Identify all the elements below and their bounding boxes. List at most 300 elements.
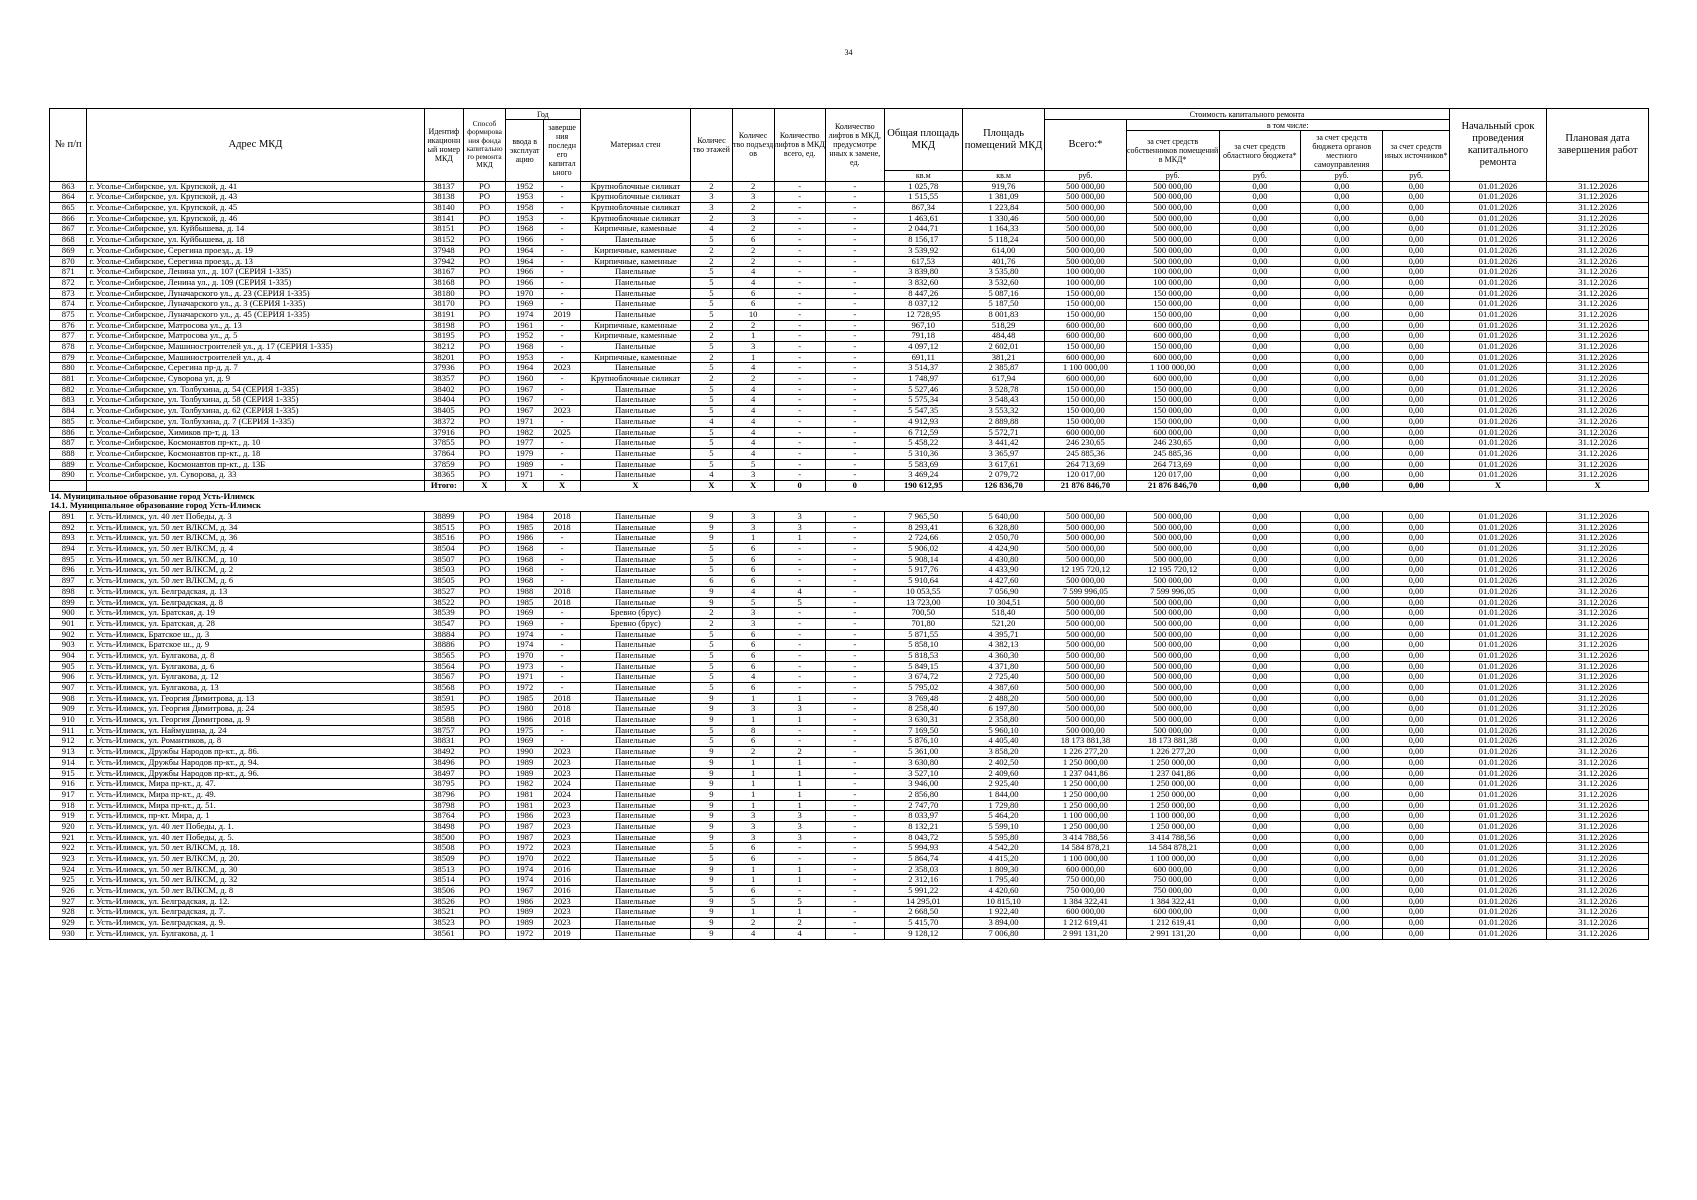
table-cell: 150 000,00 (1126, 406, 1219, 417)
table-cell: 9 (691, 512, 733, 523)
table-cell: 2023 (544, 832, 580, 843)
table-cell: - (774, 406, 825, 417)
table-cell: 500 000,00 (1045, 597, 1126, 608)
table-cell: 3 414 788,56 (1045, 832, 1126, 843)
table-cell: г. Усть-Илимск, Мира пр-кт., д. 49. (87, 789, 424, 800)
table-cell: 500 000,00 (1126, 192, 1219, 203)
table-cell: - (825, 725, 884, 736)
table-cell: 6 (732, 640, 774, 651)
table-cell: РО (464, 661, 506, 672)
header-method: Способ формирова ния фонда капитально го ремонта МКД (464, 109, 506, 182)
table-cell: - (774, 342, 825, 353)
table-cell: 0,00 (1219, 299, 1300, 310)
table-cell: 5 (691, 235, 733, 246)
table-cell: 1974 (505, 629, 544, 640)
table-cell: РО (464, 608, 506, 619)
table-cell: 01.01.2026 (1449, 406, 1546, 417)
table-cell: 38138 (424, 192, 464, 203)
table-cell: 8 293,41 (884, 522, 962, 533)
table-cell: 38567 (424, 672, 464, 683)
table-cell: 0,00 (1301, 320, 1383, 331)
table-cell: 500 000,00 (1126, 725, 1219, 736)
table-cell: - (825, 650, 884, 661)
table-cell: 0,00 (1383, 544, 1449, 555)
table-cell: 8 033,97 (884, 811, 962, 822)
table-cell: 0,00 (1219, 288, 1300, 299)
table-cell: 0,00 (1301, 299, 1383, 310)
table-cell: 10 815,10 (962, 896, 1044, 907)
table-cell: 1 250 000,00 (1045, 789, 1126, 800)
table-cell: 5 310,36 (884, 448, 962, 459)
table-cell: 0,00 (1301, 416, 1383, 427)
table-cell: - (544, 736, 580, 747)
table-cell: 01.01.2026 (1449, 533, 1546, 544)
table-cell: 500 000,00 (1045, 522, 1126, 533)
table-cell: 264 713,69 (1126, 459, 1219, 470)
table-cell: 5 917,76 (884, 565, 962, 576)
table-row (50, 715, 1649, 726)
table-cell: 2023 (544, 800, 580, 811)
table-cell: 3 365,97 (962, 448, 1044, 459)
table-cell: 31.12.2026 (1547, 309, 1649, 320)
table-cell: 701,80 (884, 618, 962, 629)
table-cell: 0,00 (1219, 331, 1300, 342)
table-cell: 0,00 (1301, 896, 1383, 907)
table-cell: 2024 (544, 789, 580, 800)
table-cell: 2 (691, 245, 733, 256)
table-cell: Панельные (580, 267, 690, 278)
table-cell: 2023 (544, 907, 580, 918)
table-cell: 1974 (505, 864, 544, 875)
table-cell: РО (464, 864, 506, 875)
table-cell: - (774, 683, 825, 694)
table-cell: 500 000,00 (1126, 704, 1219, 715)
table-cell: 01.01.2026 (1449, 896, 1546, 907)
header-floors: Количес тво этажей (691, 109, 733, 182)
total-cell: Х (505, 480, 544, 491)
table-cell: 0,00 (1219, 650, 1300, 661)
table-cell: 31.12.2026 (1547, 821, 1649, 832)
table-cell: 31.12.2026 (1547, 363, 1649, 374)
table-cell: 0,00 (1383, 854, 1449, 865)
table-cell: 5 087,16 (962, 288, 1044, 299)
table-cell: 9 (691, 768, 733, 779)
table-cell: - (825, 811, 884, 822)
table-cell: 3 (732, 618, 774, 629)
table-cell: 600 000,00 (1126, 352, 1219, 363)
table-cell: 617,53 (884, 256, 962, 267)
table-cell: 6 (732, 565, 774, 576)
table-cell: 0,00 (1383, 384, 1449, 395)
table-cell: - (825, 320, 884, 331)
table-cell: 4 (732, 406, 774, 417)
table-cell: 1989 (505, 757, 544, 768)
table-cell: 2023 (544, 843, 580, 854)
table-cell: 6 (732, 736, 774, 747)
table-cell: 1979 (505, 448, 544, 459)
table-cell: 38523 (424, 918, 464, 929)
table-cell: 0,00 (1219, 533, 1300, 544)
table-cell: 876 (50, 320, 87, 331)
table-cell: 1967 (505, 406, 544, 417)
table-cell: 881 (50, 374, 87, 385)
table-cell: 4 371,80 (962, 661, 1044, 672)
table-cell: 2023 (544, 406, 580, 417)
table-cell: 9 (691, 747, 733, 758)
table-cell: 246 230,65 (1126, 438, 1219, 449)
table-cell: 5 (774, 597, 825, 608)
table-cell: 1 (732, 715, 774, 726)
table-cell: 1 100 000,00 (1045, 811, 1126, 822)
table-cell: 1 025,78 (884, 181, 962, 192)
table-cell: 1967 (505, 395, 544, 406)
table-cell: 38521 (424, 907, 464, 918)
table-cell: 01.01.2026 (1449, 544, 1546, 555)
table-cell: 500 000,00 (1045, 245, 1126, 256)
table-cell: 38141 (424, 213, 464, 224)
table-cell: 0,00 (1219, 181, 1300, 192)
table-cell: 1 463,61 (884, 213, 962, 224)
table-cell: 500 000,00 (1045, 725, 1126, 736)
page-number: 34 (844, 48, 853, 57)
table-cell: 1 250 000,00 (1045, 821, 1126, 832)
table-cell: - (774, 618, 825, 629)
table-cell: 1953 (505, 192, 544, 203)
table-cell: - (774, 374, 825, 385)
table-cell: Панельные (580, 544, 690, 555)
table-cell: РО (464, 683, 506, 694)
table-cell: 01.01.2026 (1449, 907, 1546, 918)
table-cell: 5 (691, 725, 733, 736)
table-cell: 2 (732, 747, 774, 758)
table-cell: 600 000,00 (1045, 374, 1126, 385)
table-cell: 1 (774, 779, 825, 790)
table-cell: 0,00 (1301, 907, 1383, 918)
table-cell: 9 (691, 811, 733, 822)
table-cell: 13 723,00 (884, 597, 962, 608)
table-cell: 1 250 000,00 (1126, 779, 1219, 790)
table-cell: 01.01.2026 (1449, 757, 1546, 768)
table-cell: 0,00 (1219, 918, 1300, 929)
table-cell: 9 (691, 918, 733, 929)
table-cell: РО (464, 277, 506, 288)
table-row (50, 736, 1649, 747)
table-cell: 874 (50, 299, 87, 310)
table-cell: РО (464, 896, 506, 907)
table-cell: 3 (732, 512, 774, 523)
table-cell: 1964 (505, 363, 544, 374)
table-cell: 2016 (544, 886, 580, 897)
table-cell: 1 (732, 352, 774, 363)
table-cell: 0,00 (1219, 736, 1300, 747)
table-cell: 3 858,20 (962, 747, 1044, 758)
table-cell: 0,00 (1383, 683, 1449, 694)
table-cell: 38497 (424, 768, 464, 779)
table-cell: - (825, 363, 884, 374)
table-cell: 120 017,00 (1126, 470, 1219, 481)
table-cell: 01.01.2026 (1449, 918, 1546, 929)
table-cell: 4 395,71 (962, 629, 1044, 640)
header-year-built: ввода в эксплуат ацию (505, 120, 544, 182)
table-cell: 38506 (424, 886, 464, 897)
table-cell: 245 885,36 (1126, 448, 1219, 459)
table-row (50, 213, 1649, 224)
table-cell: 1986 (505, 715, 544, 726)
table-cell: 1 250 000,00 (1126, 800, 1219, 811)
table-cell: 0,00 (1301, 683, 1383, 694)
table-cell: 01.01.2026 (1449, 203, 1546, 214)
table-cell: 0,00 (1383, 736, 1449, 747)
table-cell: 0,00 (1301, 725, 1383, 736)
table-cell: 1 381,09 (962, 192, 1044, 203)
table-cell: 4 (691, 470, 733, 481)
table-cell: 0,00 (1383, 629, 1449, 640)
table-cell: 2023 (544, 363, 580, 374)
table-cell: 0,00 (1219, 864, 1300, 875)
table-cell: 1 226 277,20 (1045, 747, 1126, 758)
table-cell: - (774, 277, 825, 288)
table-cell: - (544, 181, 580, 192)
table-cell: 4 (732, 586, 774, 597)
table-cell: 2018 (544, 715, 580, 726)
header-cost: Стоимость капитального ремонта (1045, 109, 1450, 120)
table-cell: 0,00 (1301, 554, 1383, 565)
table-cell: 5 (691, 640, 733, 651)
table-row (50, 629, 1649, 640)
table-cell: 150 000,00 (1045, 406, 1126, 417)
table-cell: г. Усть-Илимск, ул. Булгакова, д. 1 (87, 928, 424, 939)
table-cell: 1972 (505, 928, 544, 939)
total-cell: Х (544, 480, 580, 491)
table-cell: 4 (732, 928, 774, 939)
table-cell: 0,00 (1219, 554, 1300, 565)
table-cell: - (825, 181, 884, 192)
table-cell: Крупноблочные силикат (580, 181, 690, 192)
table-cell: Панельные (580, 832, 690, 843)
table-cell: 5 464,20 (962, 811, 1044, 822)
total-cell: 0,00 (1383, 480, 1449, 491)
table-cell: Панельные (580, 736, 690, 747)
table-cell: Панельные (580, 235, 690, 246)
table-cell: - (774, 843, 825, 854)
table-cell: - (825, 299, 884, 310)
table-cell: 0,00 (1383, 640, 1449, 651)
table-cell: 1 164,33 (962, 224, 1044, 235)
table-cell: 100 000,00 (1045, 277, 1126, 288)
table-cell: 38513 (424, 864, 464, 875)
table-cell: 521,20 (962, 618, 1044, 629)
table-cell: 2018 (544, 522, 580, 533)
table-cell: 01.01.2026 (1449, 725, 1546, 736)
table-cell: Бревно (брус) (580, 618, 690, 629)
table-cell: 38140 (424, 203, 464, 214)
table-cell: 887 (50, 438, 87, 449)
table-cell: РО (464, 384, 506, 395)
table-cell: 600 000,00 (1126, 320, 1219, 331)
table-cell: 865 (50, 203, 87, 214)
table-cell: 5 991,22 (884, 886, 962, 897)
table-cell: 4 424,90 (962, 544, 1044, 555)
table-cell: 2018 (544, 693, 580, 704)
table-cell: - (544, 267, 580, 278)
table-cell: - (544, 256, 580, 267)
table-cell: 150 000,00 (1126, 299, 1219, 310)
table-cell: Панельные (580, 522, 690, 533)
table-cell: 4 (732, 438, 774, 449)
table-cell: 3 539,92 (884, 245, 962, 256)
table-cell: 500 000,00 (1126, 715, 1219, 726)
table-cell: - (825, 918, 884, 929)
table-cell: 3 (774, 811, 825, 822)
table-cell: - (825, 768, 884, 779)
table-cell: 0,00 (1383, 886, 1449, 897)
table-cell: 0,00 (1219, 448, 1300, 459)
header-incl: в том числе: (1126, 120, 1449, 131)
table-cell: 3 532,60 (962, 277, 1044, 288)
table-cell: РО (464, 693, 506, 704)
table-cell: 7 006,80 (962, 928, 1044, 939)
table-cell: 01.01.2026 (1449, 821, 1546, 832)
table-cell: 31.12.2026 (1547, 736, 1649, 747)
table-cell: 2019 (544, 309, 580, 320)
table-cell: 600 000,00 (1045, 320, 1126, 331)
table-cell: - (825, 416, 884, 427)
table-cell: 0,00 (1383, 907, 1449, 918)
table-row (50, 843, 1649, 854)
table-cell: 1 (732, 693, 774, 704)
table-cell: 3 548,43 (962, 395, 1044, 406)
table-cell: Панельные (580, 470, 690, 481)
table-cell: 3 (732, 192, 774, 203)
table-cell: 2 312,16 (884, 875, 962, 886)
table-cell: 6 712,59 (884, 427, 962, 438)
table-cell: г. Усть-Илимск, ул. 40 лет Победы, д. 5. (87, 832, 424, 843)
table-cell: 0,00 (1219, 907, 1300, 918)
table-cell: 0,00 (1219, 203, 1300, 214)
table-cell: 37859 (424, 459, 464, 470)
table-cell: РО (464, 192, 506, 203)
table-cell: 1 729,80 (962, 800, 1044, 811)
table-cell: 0,00 (1219, 928, 1300, 939)
table-cell: 31.12.2026 (1547, 203, 1649, 214)
table-cell: 7 599 996,05 (1045, 586, 1126, 597)
table-cell: 5 (691, 565, 733, 576)
table-cell: 6 (732, 554, 774, 565)
table-cell: 0,00 (1301, 779, 1383, 790)
table-cell: 895 (50, 554, 87, 565)
table-cell: 5 908,14 (884, 554, 962, 565)
table-cell: Панельные (580, 715, 690, 726)
table-cell: - (825, 864, 884, 875)
table-cell: 38191 (424, 309, 464, 320)
table-cell: 01.01.2026 (1449, 342, 1546, 353)
table-cell: 600 000,00 (1045, 864, 1126, 875)
table-cell: 4 427,60 (962, 576, 1044, 587)
table-row (50, 267, 1649, 278)
table-cell: 0,00 (1219, 725, 1300, 736)
table-cell: 3 832,60 (884, 277, 962, 288)
table-cell: РО (464, 779, 506, 790)
table-cell: 0,00 (1383, 533, 1449, 544)
table-cell: 4 433,90 (962, 565, 1044, 576)
table-cell: 31.12.2026 (1547, 757, 1649, 768)
table-cell: 6 (732, 843, 774, 854)
table-cell: 4 382,13 (962, 640, 1044, 651)
table-cell: 911 (50, 725, 87, 736)
table-cell: - (825, 854, 884, 865)
table-cell: 01.01.2026 (1449, 576, 1546, 587)
table-row (50, 800, 1649, 811)
table-cell: 2 (732, 374, 774, 385)
table-cell: Панельные (580, 693, 690, 704)
table-cell: 0,00 (1301, 747, 1383, 758)
table-cell: - (825, 459, 884, 470)
table-cell: 3 (774, 704, 825, 715)
table-cell: - (825, 928, 884, 939)
table-cell: Панельные (580, 565, 690, 576)
table-cell: 31.12.2026 (1547, 576, 1649, 587)
table-cell: 0,00 (1383, 331, 1449, 342)
table-cell: 38498 (424, 821, 464, 832)
table-cell: 2 (691, 213, 733, 224)
table-cell: 500 000,00 (1126, 522, 1219, 533)
table-cell: 897 (50, 576, 87, 587)
table-cell: 2 (691, 181, 733, 192)
table-row (50, 725, 1649, 736)
table-cell: 37936 (424, 363, 464, 374)
table-cell: 500 000,00 (1126, 629, 1219, 640)
table-cell: 0,00 (1301, 629, 1383, 640)
table-cell: 4 (774, 928, 825, 939)
table-cell: 3 630,31 (884, 715, 962, 726)
table-cell: 38372 (424, 416, 464, 427)
unit-own: руб. (1126, 171, 1219, 182)
table-cell: 150 000,00 (1045, 299, 1126, 310)
table-cell: 500 000,00 (1045, 672, 1126, 683)
table-cell: 0,00 (1383, 299, 1449, 310)
table-cell: 38503 (424, 565, 464, 576)
table-cell: 1 250 000,00 (1045, 779, 1126, 790)
table-cell: - (774, 854, 825, 865)
table-cell: 38568 (424, 683, 464, 694)
table-cell: - (825, 288, 884, 299)
table-cell: 01.01.2026 (1449, 213, 1546, 224)
table-row (50, 438, 1649, 449)
table-cell: 1 515,55 (884, 192, 962, 203)
table-row (50, 416, 1649, 427)
table-cell: 38539 (424, 608, 464, 619)
table-cell: 0,00 (1301, 448, 1383, 459)
table-cell: 1969 (505, 299, 544, 310)
table-cell: 1968 (505, 544, 544, 555)
table-cell: 5 583,69 (884, 459, 962, 470)
table-cell: 1966 (505, 267, 544, 278)
table-cell: 1966 (505, 235, 544, 246)
table-cell: РО (464, 629, 506, 640)
table-cell: 2018 (544, 704, 580, 715)
table-cell: - (544, 299, 580, 310)
table-cell: 37942 (424, 256, 464, 267)
table-cell: 500 000,00 (1126, 245, 1219, 256)
table-cell: 0,00 (1383, 192, 1449, 203)
table-cell: РО (464, 245, 506, 256)
table-cell: 3 630,80 (884, 757, 962, 768)
table-cell: 38591 (424, 693, 464, 704)
table-cell: 38508 (424, 843, 464, 854)
table-cell: 0,00 (1219, 672, 1300, 683)
table-cell: 01.01.2026 (1449, 597, 1546, 608)
table-cell: 903 (50, 640, 87, 651)
